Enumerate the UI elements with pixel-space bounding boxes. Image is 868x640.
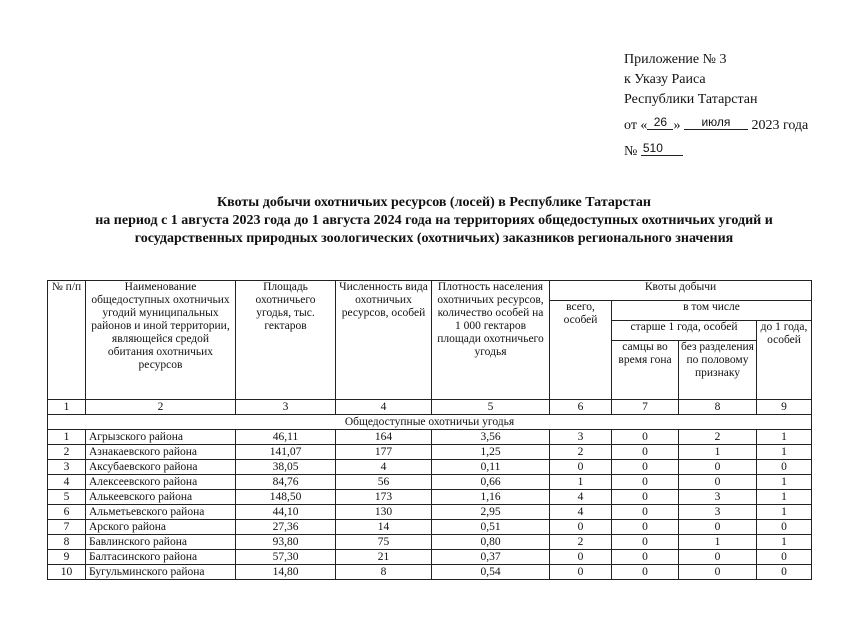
index-cell: 9 [757,400,812,415]
row-number: 8 [48,535,86,550]
index-cell: 8 [679,400,757,415]
table-row [48,430,812,445]
males-value: 0 [612,475,679,490]
under1-value: 1 [757,505,812,520]
under1-value: 1 [757,490,812,505]
index-cell: 2 [86,400,236,415]
total-value: 0 [550,550,612,565]
appendix-line-2: к Указу Раиса [624,72,706,87]
nosex-value: 1 [679,535,757,550]
row-number: 1 [48,430,86,445]
total-value: 3 [550,430,612,445]
count-value: 164 [336,430,432,445]
count-value: 4 [336,460,432,475]
total-value: 4 [550,490,612,505]
males-value: 0 [612,445,679,460]
district-name: Аксубаевского района [86,460,236,475]
nosex-value: 0 [679,565,757,580]
under1-value: 0 [757,460,812,475]
table-row [48,535,812,550]
under1-value: 1 [757,430,812,445]
document-title [40,194,828,248]
density-value: 0,11 [432,460,550,475]
index-cell: 6 [550,400,612,415]
count-value: 8 [336,565,432,580]
under1-value: 1 [757,445,812,460]
section-title: Общедоступные охотничьи угодья [48,415,812,430]
density-value: 0,37 [432,550,550,565]
header-num: № п/п [48,281,86,400]
males-value: 0 [612,520,679,535]
nosex-value: 3 [679,505,757,520]
header-area: Площадь охотничьего угодья, тыс. гектаров [236,281,336,400]
title-line-3: государственных природных зоологических (охотничьих) заказников регионального значения [134,231,734,246]
area-value: 46,11 [236,430,336,445]
males-value: 0 [612,565,679,580]
header-quotas: Квоты добычи [550,281,812,301]
males-value: 0 [612,490,679,505]
header-including: в том числе [612,301,812,321]
density-value: 1,16 [432,490,550,505]
under1-value: 0 [757,520,812,535]
header-males: самцы во время гона [612,341,679,400]
title-line-1: Квоты добычи охотничьих ресурсов (лосей) в Республике Татарстан [217,195,651,210]
date-mid: » [673,118,681,133]
total-value: 1 [550,475,612,490]
table-row [48,490,812,505]
count-value: 21 [336,550,432,565]
district-name: Альметьевского района [86,505,236,520]
nosex-value: 0 [679,520,757,535]
under1-value: 0 [757,550,812,565]
table-row [48,550,812,565]
males-value: 0 [612,505,679,520]
quota-table [47,280,812,580]
header-density: Плотность населения охотничьих ресурсов, количество особей на 1 000 гектаров площади охотничьего угодья [432,281,550,400]
appendix-date [624,116,854,136]
row-number: 3 [48,460,86,475]
under1-value: 1 [757,475,812,490]
area-value: 57,30 [236,550,336,565]
total-value: 4 [550,505,612,520]
index-cell: 4 [336,400,432,415]
district-name: Алексеевского района [86,475,236,490]
row-number: 9 [48,550,86,565]
district-name: Бугульминского района [86,565,236,580]
area-value: 93,80 [236,535,336,550]
density-value: 0,66 [432,475,550,490]
date-month: июля [684,115,748,130]
table-row [48,520,812,535]
nosex-value: 0 [679,475,757,490]
date-suffix: 2023 года [751,118,809,133]
date-prefix: от « [624,118,648,133]
appendix-line-3: Республики Татарстан [624,92,758,107]
area-value: 38,05 [236,460,336,475]
district-name: Балтасинского района [86,550,236,565]
area-value: 141,07 [236,445,336,460]
header-total: всего, особей [550,301,612,400]
area-value: 148,50 [236,490,336,505]
males-value: 0 [612,460,679,475]
total-value: 0 [550,520,612,535]
nosex-value: 0 [679,550,757,565]
total-value: 0 [550,565,612,580]
table-row [48,475,812,490]
count-value: 130 [336,505,432,520]
nosex-value: 1 [679,445,757,460]
index-cell: 3 [236,400,336,415]
count-value: 177 [336,445,432,460]
district-name: Агрызского района [86,430,236,445]
row-number: 6 [48,505,86,520]
total-value: 0 [550,460,612,475]
total-value: 2 [550,445,612,460]
header-under1: до 1 года, особей [757,321,812,400]
row-number: 2 [48,445,86,460]
density-value: 0,51 [432,520,550,535]
area-value: 14,80 [236,565,336,580]
density-value: 3,56 [432,430,550,445]
district-name: Алькеевского района [86,490,236,505]
district-name: Арского района [86,520,236,535]
density-value: 0,80 [432,535,550,550]
table-row [48,460,812,475]
district-name: Азнакаевского района [86,445,236,460]
date-day: 26 [647,115,673,130]
density-value: 2,95 [432,505,550,520]
header-nosex: без разделения по половому признаку [679,341,757,400]
density-value: 0,54 [432,565,550,580]
under1-value: 0 [757,565,812,580]
area-value: 27,36 [236,520,336,535]
area-value: 44,10 [236,505,336,520]
nosex-value: 3 [679,490,757,505]
row-number: 5 [48,490,86,505]
header-count: Численность вида охотничьих ресурсов, особей [336,281,432,400]
column-index-row [48,400,812,415]
appendix-line-1: Приложение № 3 [624,52,727,67]
males-value: 0 [612,430,679,445]
count-value: 75 [336,535,432,550]
section-row [48,415,812,430]
number-value: 510 [641,141,683,156]
males-value: 0 [612,550,679,565]
nosex-value: 0 [679,460,757,475]
appendix-number [624,142,854,162]
table-row [48,505,812,520]
males-value: 0 [612,535,679,550]
total-value: 2 [550,535,612,550]
header-older: старше 1 года, особей [612,321,757,341]
row-number: 10 [48,565,86,580]
area-value: 84,76 [236,475,336,490]
title-line-2: на период с 1 августа 2023 года до 1 августа 2024 года на территориях общедоступных охотничьих угодий и [95,213,773,228]
count-value: 173 [336,490,432,505]
index-cell: 7 [612,400,679,415]
row-number: 4 [48,475,86,490]
index-cell: 5 [432,400,550,415]
header-name: Наименование общедоступных охотничьих угодий муниципальных районов и иной территории, являющейся средой обитания охотничьих ресурсов [86,281,236,400]
number-prefix: № [624,144,638,159]
table-row [48,445,812,460]
appendix-block [624,50,854,162]
count-value: 14 [336,520,432,535]
table-row [48,565,812,580]
under1-value: 1 [757,535,812,550]
density-value: 1,25 [432,445,550,460]
count-value: 56 [336,475,432,490]
index-cell: 1 [48,400,86,415]
nosex-value: 2 [679,430,757,445]
district-name: Бавлинского района [86,535,236,550]
row-number: 7 [48,520,86,535]
